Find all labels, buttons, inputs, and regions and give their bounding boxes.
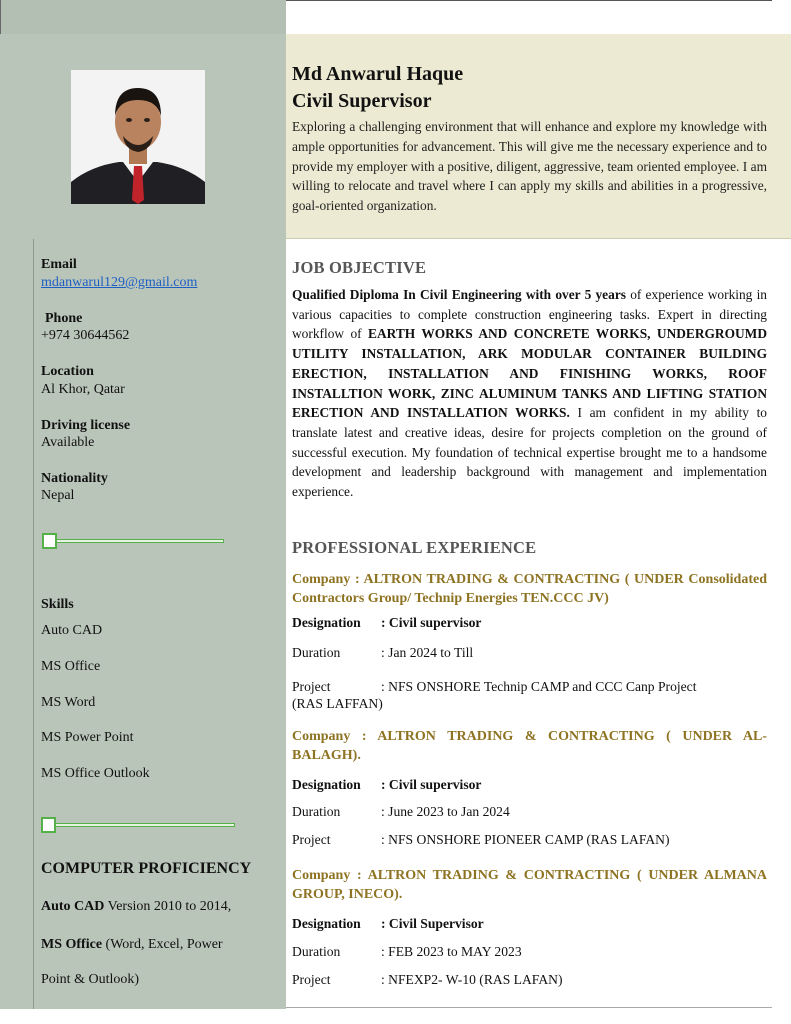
- nationality-value: Nepal: [41, 488, 75, 503]
- project-label: Project: [292, 679, 331, 694]
- designation-label: Designation: [292, 777, 361, 792]
- designation-row: [292, 916, 767, 932]
- company-name: Company : ALTRON TRADING & CONTRACTING ( UNDER AL-BALAGH).: [292, 729, 767, 763]
- designation-label: Designation: [292, 916, 361, 931]
- driving-license-label: Driving license: [41, 418, 131, 433]
- designation-value: : Civil supervisor: [381, 615, 482, 630]
- location-value: Al Khor, Qatar: [41, 382, 125, 397]
- duration-row: [292, 944, 767, 960]
- proficiency-line-3: Point & Outlook): [41, 972, 140, 987]
- skill-item: MS Word: [41, 695, 96, 710]
- email-link[interactable]: mdanwarul129@gmail.com: [41, 275, 198, 290]
- phone-value: +974 30644562: [41, 328, 130, 343]
- project-row: [292, 832, 767, 848]
- experience-heading: PROFESSIONAL EXPERIENCE: [292, 538, 537, 557]
- duration-label: Duration: [292, 944, 341, 959]
- profile-summary: Exploring a challenging environment that will enhance and explore my knowledge with ample opportunities for advancement. This will give me the necessary experience and to provide my employer with a positive, diligent, aggressive, team oriented employee. I am willing to relocate and travel where I can apply my skills and abilities in a progressive, goal-oriented organization.: [292, 119, 767, 214]
- person-avatar-icon: [71, 70, 205, 204]
- duration-label: Duration: [292, 804, 341, 819]
- sidebar-divider: [33, 239, 34, 1009]
- candidate-title: Civil Supervisor: [292, 90, 432, 112]
- photo-panel: [0, 34, 286, 239]
- objective-text: I am confident in my ability to translate latest and creative ideas, desire for projects completion on the ground of successful execution. My foundation of technical expertise brought me to a handsome development and leadership background with management and implementation experience.: [292, 405, 767, 500]
- designation-row: [292, 615, 767, 631]
- driving-license-value: Available: [41, 435, 95, 450]
- slider-knob: [42, 533, 57, 549]
- designation-value: : Civil supervisor: [381, 777, 482, 792]
- project-value-continued: (RAS LAFFAN): [292, 696, 383, 711]
- email-label: Email: [41, 257, 77, 272]
- project-value: : NFS ONSHORE Technip CAMP and CCC Canp Project: [381, 679, 697, 694]
- duration-row: [292, 804, 767, 820]
- computer-proficiency-heading: COMPUTER PROFICIENCY: [41, 860, 252, 877]
- slider-knob: [41, 817, 56, 833]
- divider-slider-2: [41, 817, 235, 835]
- project-row: [292, 972, 767, 988]
- proficiency-detail: Version 2010 to 2014,: [104, 899, 232, 914]
- project-value: : NFEXP2- W-10 (RAS LAFAN): [381, 972, 563, 987]
- duration-value: : June 2023 to Jan 2024: [381, 804, 510, 819]
- duration-value: : FEB 2023 to MAY 2023: [381, 944, 522, 959]
- project-row: [292, 678, 767, 712]
- company-name: Company : ALTRON TRADING & CONTRACTING ( UNDER Consolidated Contractors Group/ Technip Energies TEN.CCC JV): [292, 572, 767, 606]
- designation-value: : Civil Supervisor: [381, 916, 484, 931]
- proficiency-software: Auto CAD: [41, 899, 105, 914]
- bottom-rule: [286, 1007, 772, 1008]
- proficiency-detail: (Word, Excel, Power: [102, 937, 223, 952]
- candidate-name: Md Anwarul Haque: [292, 63, 464, 85]
- skill-item: Auto CAD: [41, 623, 103, 638]
- proficiency-line-2: [41, 937, 223, 953]
- skill-item: MS Office: [41, 659, 101, 674]
- job-objective-text: [292, 285, 767, 502]
- job-objective-heading: JOB OBJECTIVE: [292, 258, 427, 277]
- objective-text: of experience working in various capacities to complete construction engineering tasks. Expert in directing workflow of: [292, 287, 768, 342]
- objective-expertise: EARTH WORKS AND CONCRETE WORKS, UNDERGROUMD UTILITY INSTALLATION, ARK MODULAR CONTAINER BUILDING ERECTION, INSTALLATION AND FINISHING WORKS, ROOF INSTALLTION WORK, ZINC ALUMINUM TANKS AND LIFTING STATION ERECTION AND INSTALLATION WORKS.: [292, 326, 767, 421]
- location-label: Location: [41, 364, 94, 379]
- profile-photo: [71, 70, 205, 204]
- slider-track: [41, 823, 235, 827]
- duration-row: [292, 645, 767, 661]
- duration-value: : Jan 2024 to Till: [381, 645, 474, 660]
- proficiency-line-1: [41, 899, 231, 915]
- skill-item: MS Office Outlook: [41, 766, 150, 781]
- project-label: Project: [292, 972, 331, 987]
- slider-track: [42, 539, 224, 543]
- company-name: Company : ALTRON TRADING & CONTRACTING ( UNDER ALMANA GROUP, INECO).: [292, 868, 767, 902]
- phone-label: Phone: [45, 311, 83, 326]
- project-label: Project: [292, 832, 331, 847]
- designation-row: [292, 777, 767, 793]
- divider-slider-1: [42, 533, 224, 551]
- skills-heading: Skills: [41, 597, 74, 612]
- project-value: : NFS ONSHORE PIONEER CAMP (RAS LAFAN): [381, 832, 670, 847]
- designation-label: Designation: [292, 615, 361, 630]
- duration-label: Duration: [292, 645, 341, 660]
- objective-qualification: Qualified Diploma In Civil Engineering with over 5 years: [292, 287, 626, 302]
- skill-item: MS Power Point: [41, 730, 134, 745]
- left-top-strip: [0, 0, 286, 34]
- header-panel: [286, 34, 791, 239]
- nationality-label: Nationality: [41, 471, 108, 486]
- proficiency-software: MS Office: [41, 937, 103, 952]
